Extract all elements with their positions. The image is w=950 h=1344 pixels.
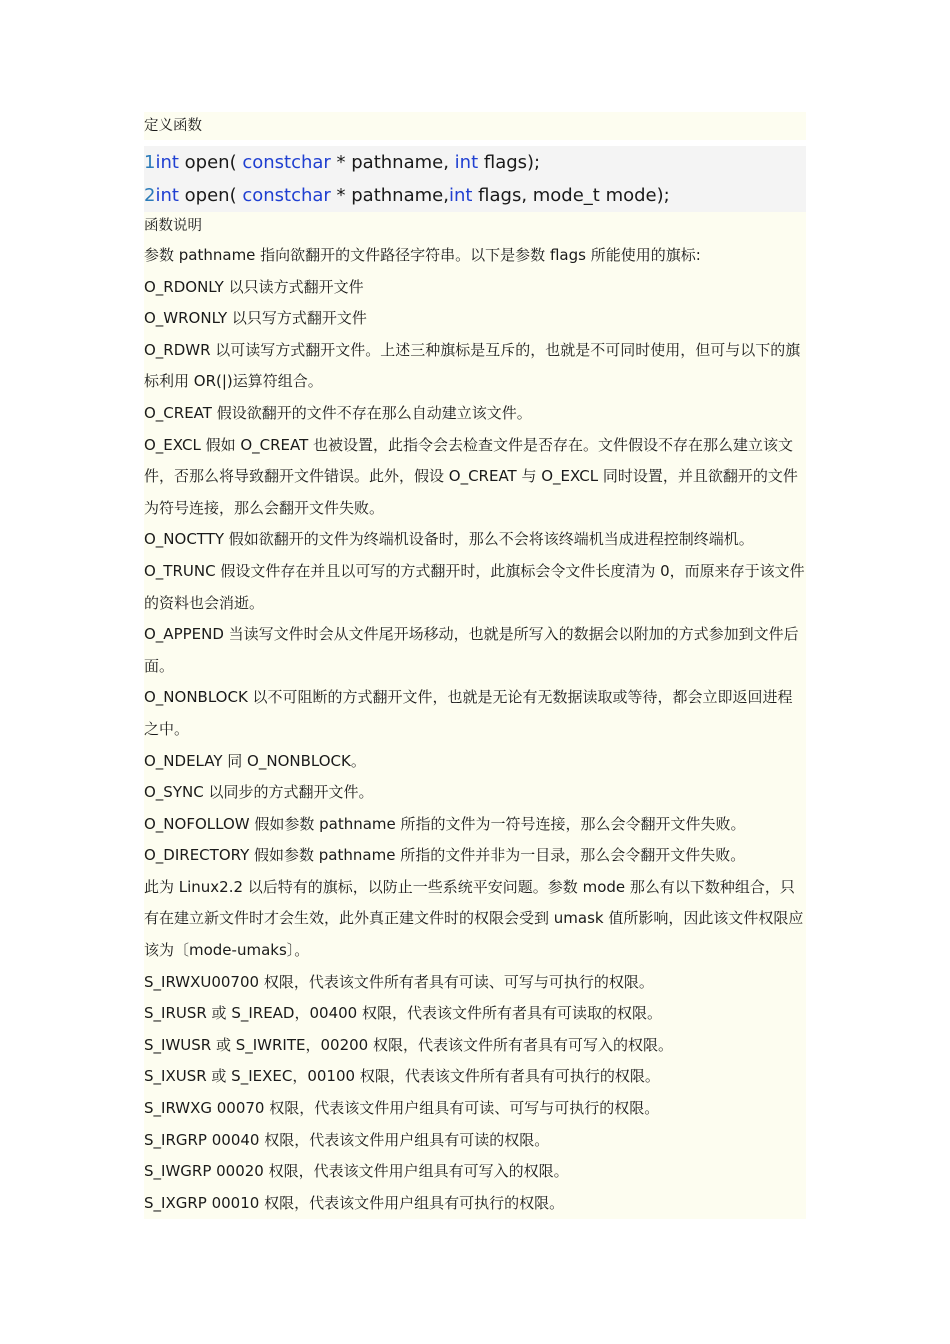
paragraph: O_NOFOLLOW 假如参数 pathname 所指的文件为一符号连接，那么会令翻开文件失败。 <box>144 814 746 833</box>
paragraph: 此为 Linux2.2 以后特有的旗标，以防止一些系统平安问题。参数 mode 那么有以下数种组合，只有在建立新文件时才会生效，此外真正建文件时的权限会受到 umask 值所影响，因此该文件权限应该为〔mode-umaks〕。 <box>144 877 804 960</box>
paragraph: O_SYNC 以同步的方式翻开文件。 <box>144 783 374 802</box>
paragraph: O_RDONLY 以只读方式翻开文件 <box>144 277 364 296</box>
keyword: int <box>454 152 479 173</box>
code-text: * pathname, <box>330 185 449 206</box>
paragraph: S_IRWXG 00070 权限，代表该文件用户组具有可读、可写与可执行的权限。 <box>144 1099 660 1118</box>
paragraph: 参数 pathname 指向欲翻开的文件路径字符串。以下是参数 flags 所能使用的旗标: <box>144 246 701 264</box>
paragraph: S_IWUSR 或 S_IWRITE，00200 权限，代表该文件所有者具有可写入的权限。 <box>144 1035 673 1054</box>
paragraph: S_IXGRP 00010 权限，代表该文件用户组具有可执行的权限。 <box>144 1193 565 1212</box>
line-number: 1 <box>144 152 156 173</box>
code-text: open( <box>178 185 243 206</box>
code-text: flags, mode_t mode); <box>472 185 670 206</box>
keyword: int <box>448 185 473 206</box>
code-text: flags); <box>478 152 541 173</box>
description-section <box>144 212 806 1219</box>
paragraph: O_NOCTTY 假如欲翻开的文件为终端机设备时，那么不会将该终端机当成进程控制终端机。 <box>144 530 754 549</box>
paragraph: O_RDWR 以可读写方式翻开文件。上述三种旗标是互斥的，也就是不可同时使用，但可与以下的旗标利用 OR(|)运算符组合。 <box>144 340 801 391</box>
heading-define-function: 定义函数 <box>144 112 806 140</box>
code-text: open( <box>178 152 243 173</box>
paragraph: O_EXCL 假如 O_CREAT 也被设置，此指令会去检查文件是否存在。文件假设不存在那么建立该文件，否那么将导致翻开文件错误。此外，假设 O_CREAT 与 O_EXCL 同时设置，并且欲翻开的文件为符号连接，那么会翻开文件失败。 <box>144 435 798 517</box>
line-number: 2 <box>144 185 156 206</box>
keyword: constchar <box>242 152 331 173</box>
document-page <box>144 112 806 1219</box>
paragraph: S_IRWXU00700 权限，代表该文件所有者具有可读、可写与可执行的权限。 <box>144 972 654 991</box>
keyword: int <box>155 185 179 206</box>
keyword: int <box>155 152 179 173</box>
paragraph: S_IWGRP 00020 权限，代表该文件用户组具有可写入的权限。 <box>144 1162 569 1181</box>
paragraph: S_IXUSR 或 S_IEXEC，00100 权限，代表该文件所有者具有可执行的权限。 <box>144 1067 660 1086</box>
paragraph: O_WRONLY 以只写方式翻开文件 <box>144 309 367 328</box>
heading-function-description: 函数说明 <box>144 212 806 240</box>
paragraph: O_APPEND 当读写文件时会从文件尾开场移动，也就是所写入的数据会以附加的方式参加到文件后面。 <box>144 625 799 675</box>
code-text: * pathname, <box>330 152 455 173</box>
paragraph: O_NONBLOCK 以不可阻断的方式翻开文件，也就是无论有无数据读取或等待，都会立即返回进程之中。 <box>144 688 793 738</box>
paragraph: S_IRGRP 00040 权限，代表该文件用户组具有可读的权限。 <box>144 1130 550 1149</box>
keyword: constchar <box>242 185 331 206</box>
paragraph: O_DIRECTORY 假如参数 pathname 所指的文件并非为一目录，那么会令翻开文件失败。 <box>144 846 746 865</box>
paragraph: O_NDELAY 同 O_NONBLOCK。 <box>144 751 366 770</box>
paragraph: O_TRUNC 假设文件存在并且以可写的方式翻开时，此旗标会令文件长度清为 0，而原来存于该文件的资料也会消逝。 <box>144 561 805 612</box>
code-block <box>144 146 806 212</box>
paragraph: O_CREAT 假设欲翻开的文件不存在那么自动建立该文件。 <box>144 403 532 422</box>
code-line <box>144 146 806 179</box>
paragraph: S_IRUSR 或 S_IREAD，00400 权限，代表该文件所有者具有可读取的权限。 <box>144 1004 662 1023</box>
code-line <box>144 179 806 212</box>
